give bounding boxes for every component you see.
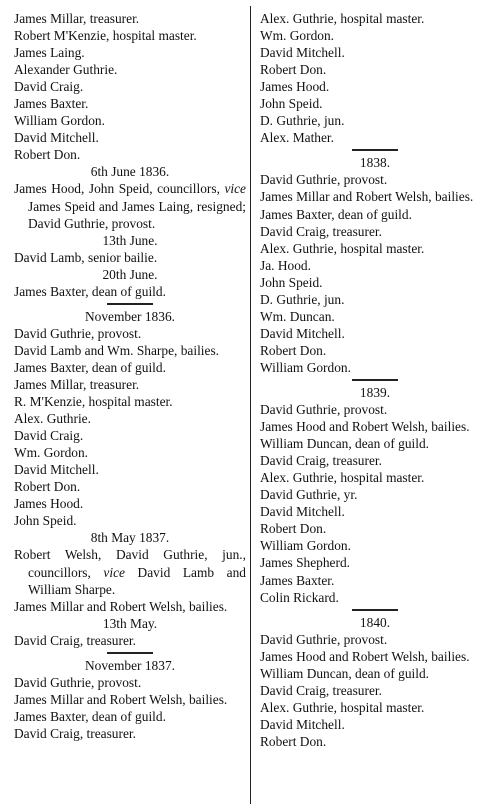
section-rule	[352, 149, 398, 151]
entry-text: James Baxter, dean of guild.	[14, 283, 166, 299]
entry-text: Alex. Guthrie, hospital master.	[260, 240, 425, 256]
entry-text: David Guthrie, provost.	[14, 325, 142, 341]
entry-text: James Hood and Robert Welsh, bailies.	[260, 419, 470, 435]
entry-text: Alexander Guthrie.	[14, 62, 118, 78]
entry-text: David Mitchell.	[14, 130, 99, 146]
section-heading: November 1837.	[85, 657, 175, 673]
entry-text: Alex. Guthrie, hospital master.	[260, 11, 425, 26]
entry-text: James Baxter.	[260, 572, 335, 588]
entry-text: David Mitchell.	[260, 325, 345, 341]
section-heading: November 1836.	[85, 308, 175, 324]
vice-italic: vice	[224, 181, 246, 197]
entry-text: Robert Don.	[260, 62, 327, 78]
entry-text: David Craig, treasurer.	[260, 453, 382, 469]
entry-text: David Craig, treasurer.	[260, 682, 382, 698]
entry-text: Wm. Gordon.	[260, 28, 335, 44]
section-rule	[352, 609, 398, 611]
entry-text: Robert M'Kenzie, hospital master.	[14, 28, 197, 44]
entry-text: David Guthrie, provost.	[260, 402, 388, 418]
entry-text: Robert Don.	[260, 733, 327, 749]
entry-text: Wm. Gordon.	[14, 445, 89, 461]
entry-text: Robert Don.	[260, 521, 327, 537]
section-rule	[352, 379, 398, 381]
entry-text: James Hood and Robert Welsh, bailies.	[260, 648, 470, 664]
section-heading: 20th June.	[102, 266, 158, 282]
entry-text: Alex. Guthrie, hospital master.	[260, 699, 425, 715]
entry-text: David Mitchell.	[260, 716, 345, 732]
entry-text: James Baxter, dean of guild.	[14, 708, 166, 724]
section-heading: 1839.	[359, 384, 391, 400]
section-rule	[107, 303, 153, 305]
section-rule	[107, 652, 153, 654]
entry-text: William Gordon.	[14, 113, 105, 129]
entry-text: John Speid.	[260, 274, 323, 290]
entry-text: William Gordon.	[260, 359, 351, 375]
entry-text: David Craig.	[14, 428, 84, 444]
section-heading: 8th May 1837.	[90, 530, 170, 546]
entry-text: Robert Don.	[260, 342, 327, 358]
entry-text: David Mitchell.	[260, 45, 345, 61]
entry-text: David Lamb and Wm. Sharpe, bailies.	[14, 342, 220, 358]
entry-text: James Millar and Robert Welsh, bailies.	[260, 189, 474, 205]
entry-text: Alex. Mather.	[260, 130, 335, 146]
entry-text: Colin Rickard.	[260, 589, 339, 605]
entry-text: James Baxter, dean of guild.	[14, 359, 166, 375]
entry-text: Robert Welsh, David Guthrie, jun., councillors, vice David Lamb and William Sharpe.	[14, 547, 246, 597]
entry-text: David Guthrie, provost.	[260, 172, 388, 188]
entry-text: Wm. Duncan.	[260, 308, 335, 324]
entry-text: James Hood, John Speid, councillors, vice James Speid and James Laing, resigned; David Guthrie, provost.	[14, 181, 246, 231]
entry-text: James Millar and Robert Welsh, bailies.	[14, 691, 228, 707]
entry-text: James Baxter, dean of guild.	[260, 206, 412, 222]
right-column	[260, 10, 490, 750]
entry-text: Alex. Guthrie.	[14, 411, 91, 427]
entry-text: John Speid.	[260, 96, 323, 112]
entry-text: James Hood.	[260, 79, 330, 95]
entry-text: James Shepherd.	[260, 555, 350, 571]
entry-text: D. Guthrie, jun.	[260, 113, 345, 129]
entry-text: Robert Don.	[14, 479, 81, 495]
section-heading: 6th June 1836.	[90, 164, 170, 180]
entry-text: David Mitchell.	[14, 462, 99, 478]
entry-text: Alex. Guthrie, hospital master.	[260, 470, 425, 486]
entry-text: James Hood.	[14, 496, 84, 512]
entry-text: David Guthrie, provost.	[260, 631, 388, 647]
entry-text: James Millar, treasurer.	[14, 376, 140, 392]
section-heading: 1838.	[359, 155, 391, 171]
left-column	[14, 10, 246, 742]
entry-text: Robert Don.	[14, 147, 81, 163]
entry-text: David Guthrie, provost.	[14, 674, 142, 690]
entry-text: John Speid.	[14, 513, 77, 529]
vice-italic: vice	[103, 564, 125, 580]
entry-text: James Millar and Robert Welsh, bailies.	[14, 598, 228, 614]
entry-text: David Craig.	[14, 79, 84, 95]
entry-text: David Craig, treasurer.	[260, 223, 382, 239]
entry-text: William Gordon.	[260, 538, 351, 554]
entry-text: R. M'Kenzie, hospital master.	[14, 394, 173, 410]
entry-text: James Millar, treasurer.	[14, 11, 140, 26]
entry-text: James Baxter.	[14, 96, 89, 112]
section-heading: 1840.	[359, 614, 391, 630]
entry-text: David Craig, treasurer.	[14, 725, 136, 741]
entry-text: David Mitchell.	[260, 504, 345, 520]
section-heading: 13th May.	[102, 615, 158, 631]
entry-text: David Guthrie, yr.	[260, 487, 358, 503]
column-divider	[250, 6, 251, 804]
entry-text: David Lamb, senior bailie.	[14, 249, 158, 265]
entry-text: Ja. Hood.	[260, 257, 311, 273]
entry-text: William Duncan, dean of guild.	[260, 436, 430, 452]
entry-text: William Duncan, dean of guild.	[260, 665, 430, 681]
section-heading: 13th June.	[102, 232, 158, 248]
entry-text: David Craig, treasurer.	[14, 632, 136, 648]
entry-text: James Laing.	[14, 45, 85, 61]
entry-text: D. Guthrie, jun.	[260, 291, 345, 307]
